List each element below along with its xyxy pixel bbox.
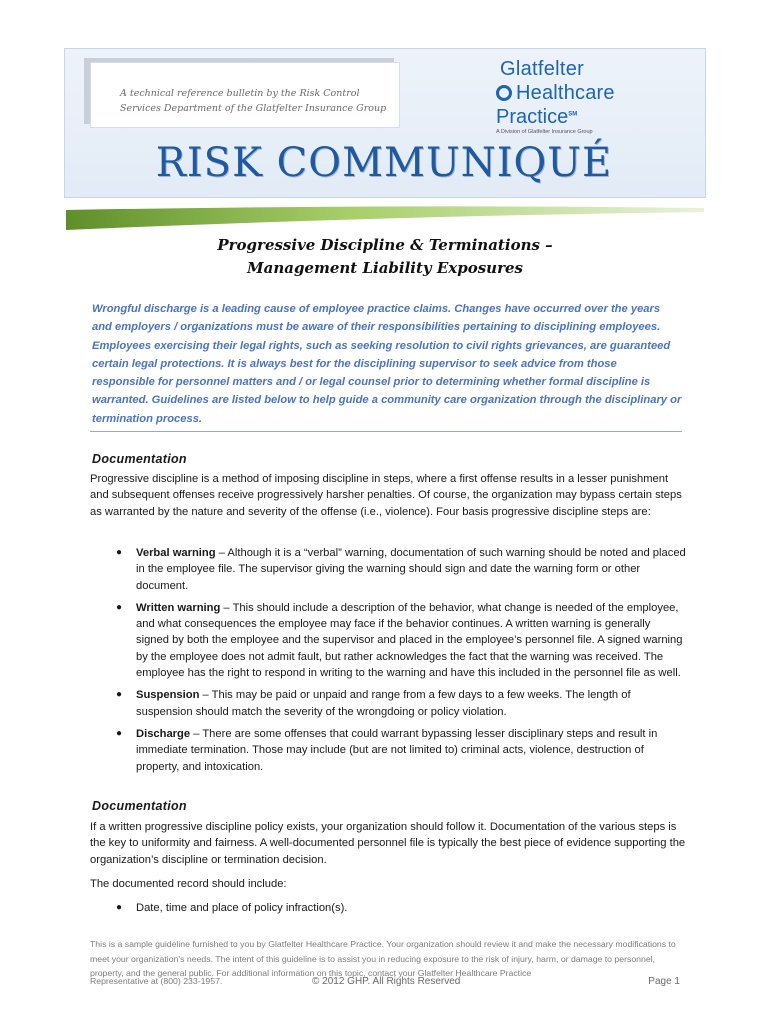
bullet-term: Discharge bbox=[136, 727, 191, 740]
logo-line-1: Glatfelter bbox=[500, 58, 585, 80]
record-items-list bbox=[90, 900, 686, 922]
list-item bbox=[90, 687, 686, 720]
section-heading-documentation-2: Documentation bbox=[92, 799, 187, 813]
divider-rule bbox=[90, 431, 682, 432]
section2-paragraph: If a written progressive discipline policy exists, your organization should follow it. Documentation of the various steps is the key to uniformity and fairness. A well-documented personnel file is typically the best piece of evidence supporting the organization’s discipline or termination decision. bbox=[90, 821, 686, 866]
bullet-term: Written warning bbox=[136, 601, 221, 614]
banner-title: RISK COMMUNIQUÉ bbox=[155, 140, 613, 186]
section-heading-documentation: Documentation bbox=[92, 452, 187, 466]
title-line-1: Progressive Discipline & Terminations – bbox=[217, 236, 553, 254]
discipline-steps-list bbox=[90, 545, 686, 781]
list-item bbox=[90, 600, 686, 681]
list-item bbox=[90, 726, 686, 775]
intro-paragraph: Wrongful discharge is a leading cause of employee practice claims. Changes have occurred over the years and employers / organizations must be aware of their responsibilities pertaining to disciplining employees. Employees exercising their legal rights, such as seeking resolution to civil rights grievances, are guaranteed certain legal protections. It is always best for the disciplining supervisor to seek advice from those responsible for personnel matters and / or legal counsel prior to determining whether formal discipline is warranted. Guidelines are listed below to help guide a community care organization through the disciplinary or termination process. bbox=[92, 303, 682, 425]
list-item bbox=[90, 545, 686, 594]
footer-rep: Representative at (800) 233-1957. bbox=[90, 976, 223, 986]
logo-service-mark: SM bbox=[568, 111, 578, 118]
bullet-text: – This may be paid or unpaid and range from a few days to a few weeks. The length of suspension should match the severity of the wrongdoing or policy violation. bbox=[136, 689, 631, 718]
green-swoosh-decoration bbox=[66, 206, 704, 232]
bullet-icon: ● bbox=[116, 689, 123, 701]
logo-line-3: Practice℠ bbox=[496, 106, 578, 128]
bullet-text: Date, time and place of policy infraction(s). bbox=[136, 902, 348, 914]
footer-disclaimer: This is a sample guideline furnished to you by Glatfelter Healthcare Practice. Your organization should review it and make the necessary modifications to meet your organization’s needs. The intent of this guideline is to assist you in reducing exposure to the risk of injury, harm, or damage to personnel, property, and the general public. For additional information on this topic, contact your Glatfelter Healthcare Practice bbox=[90, 939, 676, 979]
bullet-text: – This should include a description of the behavior, what change is needed of the employee, and what consequences the employee may face if the behavior continues. A written warning is generally signed by both the employee and the supervisor and placed in the employee’s personnel file. A signed warning by the employee does not admit fault, but rather acknowledges the fact that the warning was received. The employee has the right to respond in writing to the warning and have this included in the personnel file as well. bbox=[136, 601, 683, 680]
bullet-text: – There are some offenses that could warrant bypassing lesser disciplinary steps and result in immediate termination. Those may include (but are not limited to) criminal acts, violence, destruction of property, and intoxication. bbox=[136, 727, 658, 773]
bullet-term: Suspension bbox=[136, 689, 200, 702]
bullet-text: – Although it is a “verbal” warning, documentation of such warning should be noted and placed in the employee file. The supervisor giving the warning should sign and date the warning form or other document. bbox=[136, 547, 686, 592]
copyright: © 2012 GHP. All Rights Reserved bbox=[312, 976, 461, 987]
bullet-term: Verbal warning bbox=[136, 547, 216, 559]
list-item bbox=[90, 900, 686, 916]
bullet-icon: ● bbox=[116, 601, 123, 613]
section2-lead: The documented record should include: bbox=[90, 878, 287, 890]
glatfelter-logo bbox=[496, 58, 696, 138]
section1-paragraph: Progressive discipline is a method of imposing discipline in steps, where a first offense results in a lesser punishment and subsequent offenses receive progressively harsher penalties. Of course, the organization may bypass certain steps as warranted by the nature and severity of the offense (i.e., violence). Four basis progressive discipline steps are: bbox=[90, 473, 682, 518]
bullet-icon: ● bbox=[116, 727, 123, 739]
footer-bottom-row bbox=[90, 976, 686, 990]
page-number: Page 1 bbox=[648, 976, 680, 987]
bullet-icon: ● bbox=[116, 902, 123, 913]
title-line-2: Management Liability Exposures bbox=[247, 259, 523, 277]
document-title bbox=[64, 234, 706, 280]
logo-subline: A Division of Glatfelter Insurance Group bbox=[496, 129, 593, 135]
bullet-icon: ● bbox=[116, 547, 123, 558]
tagline: A technical reference bulletin by the Risk Control Services Department of the Glatfelter Insurance Group bbox=[120, 88, 387, 114]
logo-line-2: Healthcare bbox=[516, 82, 615, 104]
